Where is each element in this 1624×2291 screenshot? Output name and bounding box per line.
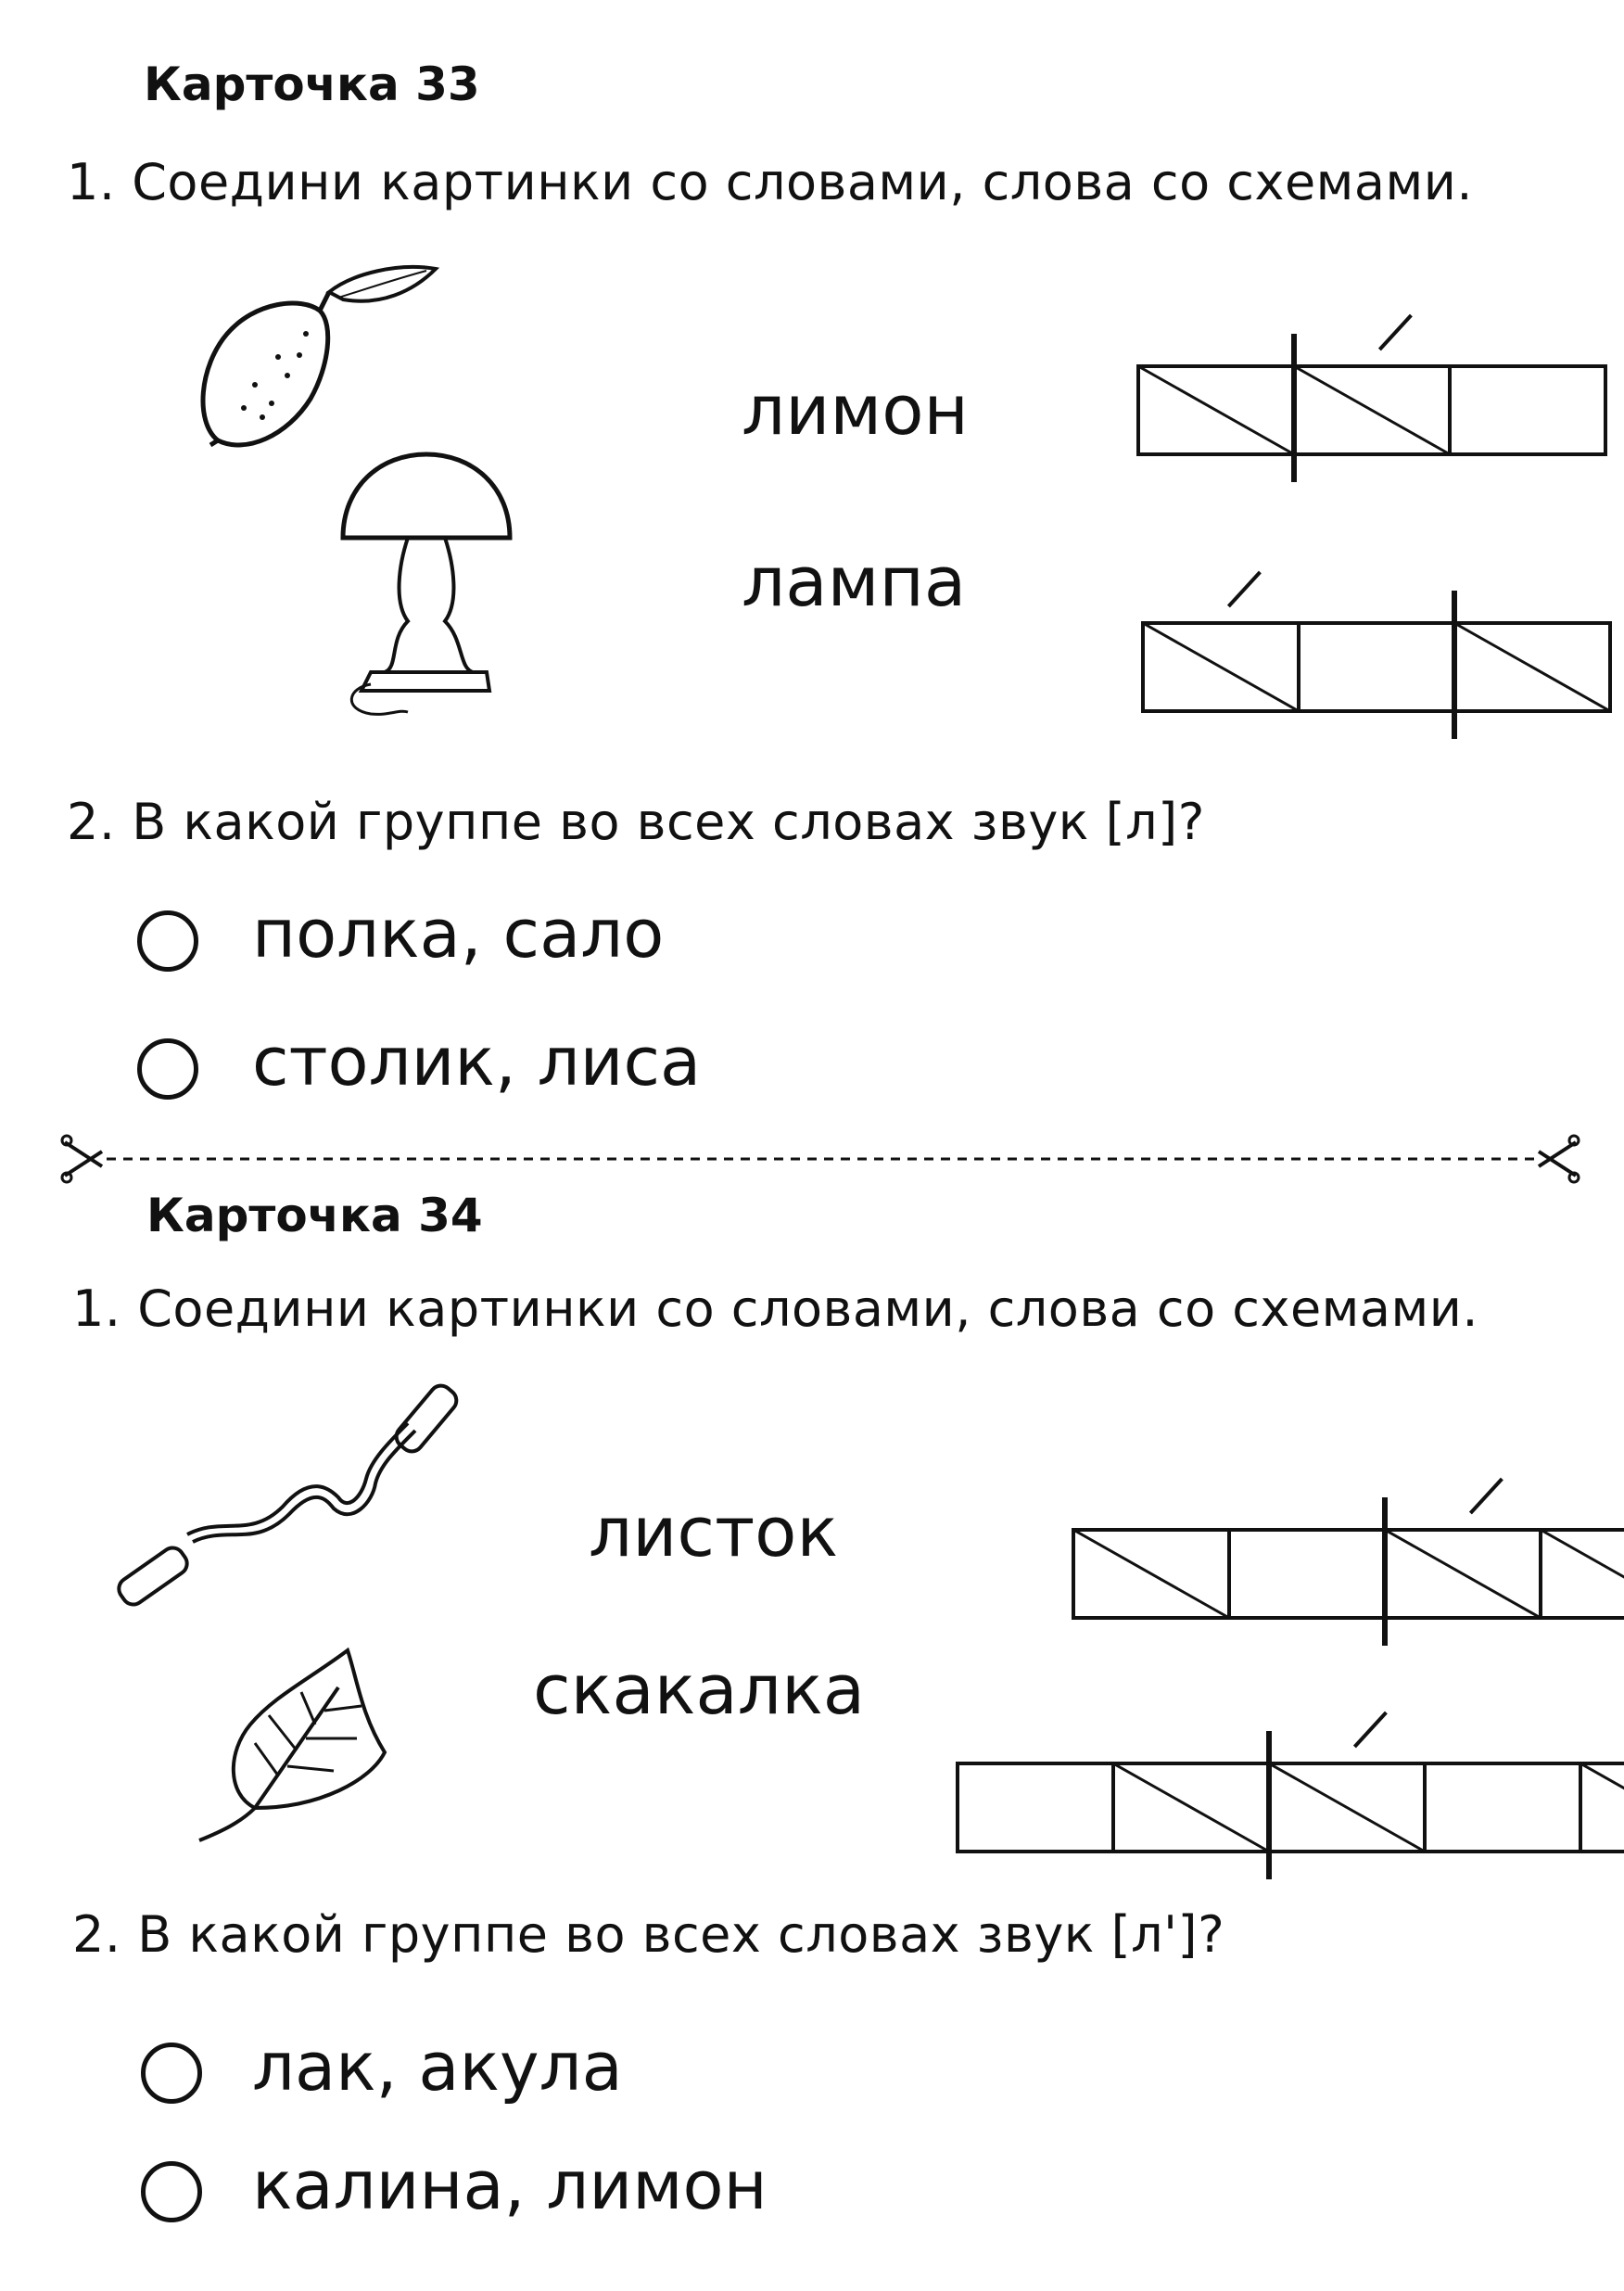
task-1 <box>72 1279 1478 1338</box>
scheme-cell <box>1450 366 1605 454</box>
sound-scheme-lamp[interactable] <box>1140 567 1617 748</box>
cut-line <box>60 1131 1580 1187</box>
stress-mark <box>1470 1479 1502 1513</box>
consonant-diagonal <box>1073 1530 1229 1618</box>
stress-mark <box>1354 1712 1386 1747</box>
scheme-cell <box>1229 1530 1385 1618</box>
leaf-icon[interactable] <box>199 1641 403 1845</box>
scheme-cell <box>1425 1763 1580 1852</box>
word-lemon[interactable]: лимон <box>742 371 969 451</box>
radio-option-2[interactable] <box>137 1038 198 1100</box>
sound-scheme-leaf[interactable] <box>1071 1474 1624 1655</box>
lemon-icon[interactable] <box>190 255 440 459</box>
radio-option-1[interactable] <box>141 2043 202 2104</box>
task-2 <box>67 793 1205 851</box>
task-text: В какой группе во всех словах звук [л]? <box>132 793 1205 851</box>
option-1-label: полка, сало <box>252 895 665 973</box>
word-leaf[interactable]: листок <box>589 1493 839 1572</box>
scheme-cell <box>1299 623 1454 711</box>
consonant-diagonal <box>1541 1530 1624 1618</box>
option-2-label: калина, лимон <box>252 2146 768 2224</box>
word-jump-rope[interactable]: скакалка <box>533 1650 866 1730</box>
task-1 <box>67 153 1473 211</box>
task-text: Соедини картинки со словами, слова со схемами. <box>137 1279 1479 1338</box>
task-number: 1. <box>67 153 116 211</box>
card-title: Карточка 34 <box>146 1189 483 1242</box>
consonant-diagonal <box>1454 623 1610 711</box>
jump-rope-icon[interactable] <box>111 1386 491 1618</box>
task-text: В какой группе во всех словах звук [л']? <box>137 1905 1225 1964</box>
scissors-icon <box>62 1136 102 1182</box>
consonant-diagonal <box>1385 1530 1541 1618</box>
option-2-label: столик, лиса <box>252 1023 702 1101</box>
task-text: Соедини картинки со словами, слова со схемами. <box>132 153 1474 211</box>
word-lamp[interactable]: лампа <box>742 542 967 622</box>
task-number: 1. <box>72 1279 121 1338</box>
lamp-icon[interactable] <box>334 445 519 732</box>
sound-scheme-lemon[interactable] <box>1136 311 1612 491</box>
task-number: 2. <box>72 1905 121 1964</box>
task-number: 2. <box>67 793 116 851</box>
radio-option-1[interactable] <box>137 910 198 972</box>
consonant-diagonal <box>1143 623 1299 711</box>
scheme-cell <box>958 1763 1113 1852</box>
radio-option-2[interactable] <box>141 2161 202 2222</box>
consonant-diagonal <box>1138 366 1294 454</box>
scissors-icon <box>1539 1136 1579 1182</box>
scheme-cell <box>1541 1530 1624 1618</box>
card-title: Карточка 33 <box>144 57 480 111</box>
stress-mark <box>1379 315 1411 350</box>
task-2 <box>72 1905 1224 1964</box>
option-1-label: лак, акула <box>252 2028 623 2106</box>
stress-mark <box>1228 572 1260 606</box>
sound-scheme-jump-rope[interactable] <box>955 1708 1624 1889</box>
consonant-diagonal <box>1269 1763 1425 1852</box>
consonant-diagonal <box>1580 1763 1624 1852</box>
consonant-diagonal <box>1113 1763 1269 1852</box>
consonant-diagonal <box>1294 366 1450 454</box>
